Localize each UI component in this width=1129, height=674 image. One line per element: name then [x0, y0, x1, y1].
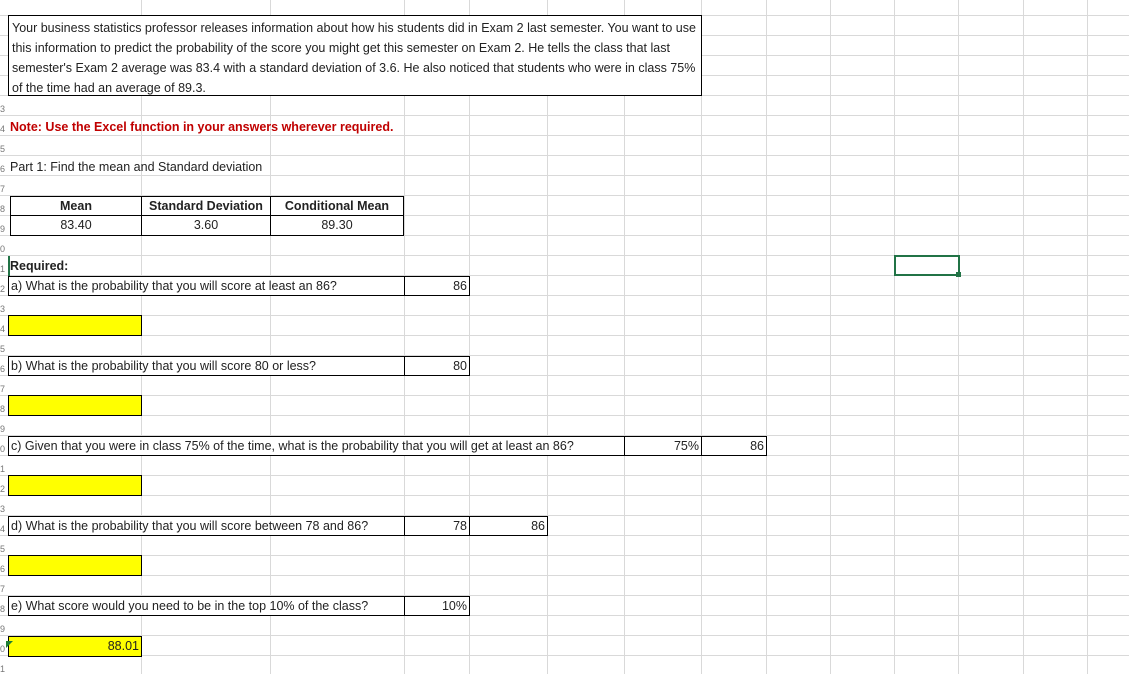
row-number: 1 [0, 464, 5, 474]
row-number: 7 [0, 384, 5, 394]
row-number: 0 [0, 244, 5, 254]
row-number: 6 [0, 364, 5, 374]
question-c-input-score[interactable]: 86 [701, 436, 767, 456]
row-number: 5 [0, 144, 5, 154]
active-cell-selection[interactable] [894, 255, 960, 276]
answer-e-cell[interactable]: 88.01 [8, 636, 142, 657]
row-number: 2 [0, 484, 5, 494]
question-a[interactable]: a) What is the probability that you will score at least an 86? [8, 276, 405, 296]
std-dev-header[interactable]: Standard Deviation [141, 196, 271, 216]
answer-c-cell[interactable] [8, 475, 142, 496]
answer-d-cell[interactable] [8, 555, 142, 576]
row-number: 1 [0, 264, 5, 274]
question-b-input[interactable]: 80 [404, 356, 470, 376]
row-number: 7 [0, 584, 5, 594]
row-number: 4 [0, 524, 5, 534]
part1-heading[interactable]: Part 1: Find the mean and Standard deviation [10, 160, 263, 174]
question-e[interactable]: e) What score would you need to be in the top 10% of the class? [8, 596, 405, 616]
row-number: 6 [0, 164, 5, 174]
answer-a-cell[interactable] [8, 315, 142, 336]
question-b[interactable]: b) What is the probability that you will score 80 or less? [8, 356, 405, 376]
row-number: 3 [0, 504, 5, 514]
row-number: 4 [0, 324, 5, 334]
row-number: 3 [0, 104, 5, 114]
row-number: 8 [0, 204, 5, 214]
question-d-input-high[interactable]: 86 [469, 516, 548, 536]
row-number: 8 [0, 604, 5, 614]
question-a-input[interactable]: 86 [404, 276, 470, 296]
note-text[interactable]: Note: Use the Excel function in your answers wherever required. [10, 120, 394, 134]
conditional-mean-header[interactable]: Conditional Mean [270, 196, 404, 216]
question-c-input-percent[interactable]: 75% [624, 436, 702, 456]
fill-handle[interactable] [956, 272, 961, 277]
row-number: 1 [0, 664, 5, 674]
row-number: 6 [0, 564, 5, 574]
row-number: 9 [0, 424, 5, 434]
row-number: 9 [0, 224, 5, 234]
row-number: 4 [0, 124, 5, 134]
question-c[interactable]: c) Given that you were in class 75% of the time, what is the probability that you will get at least an 86? [8, 436, 625, 456]
row-number: 0 [0, 444, 5, 454]
required-label[interactable]: Required: [10, 259, 69, 273]
row-number: 8 [0, 404, 5, 414]
formula-warning-icon [6, 641, 13, 648]
problem-statement[interactable]: Your business statistics professor releases information about how his students did in Exam 2 last semester. You want to use this information to predict the probability of the score you might get this semester on Exam 2. He tells the class that last semester's Exam 2 average was 83.4 with a standard deviation of 3.6. He also noticed that students who were in class 75% of the time had an average of 89.3. [8, 15, 702, 96]
row-number: 0 [0, 644, 5, 654]
question-e-input[interactable]: 10% [404, 596, 470, 616]
answer-b-cell[interactable] [8, 395, 142, 416]
row-number: 3 [0, 304, 5, 314]
row-number: 2 [0, 284, 5, 294]
row-number: 7 [0, 184, 5, 194]
row-number: 9 [0, 624, 5, 634]
row-number: 5 [0, 544, 5, 554]
conditional-mean-value[interactable]: 89.30 [270, 215, 404, 236]
question-d-input-low[interactable]: 78 [404, 516, 470, 536]
std-dev-value[interactable]: 3.60 [141, 215, 271, 236]
row-number: 5 [0, 344, 5, 354]
mean-value[interactable]: 83.40 [10, 215, 142, 236]
mean-header[interactable]: Mean [10, 196, 142, 216]
question-d[interactable]: d) What is the probability that you will score between 78 and 86? [8, 516, 405, 536]
